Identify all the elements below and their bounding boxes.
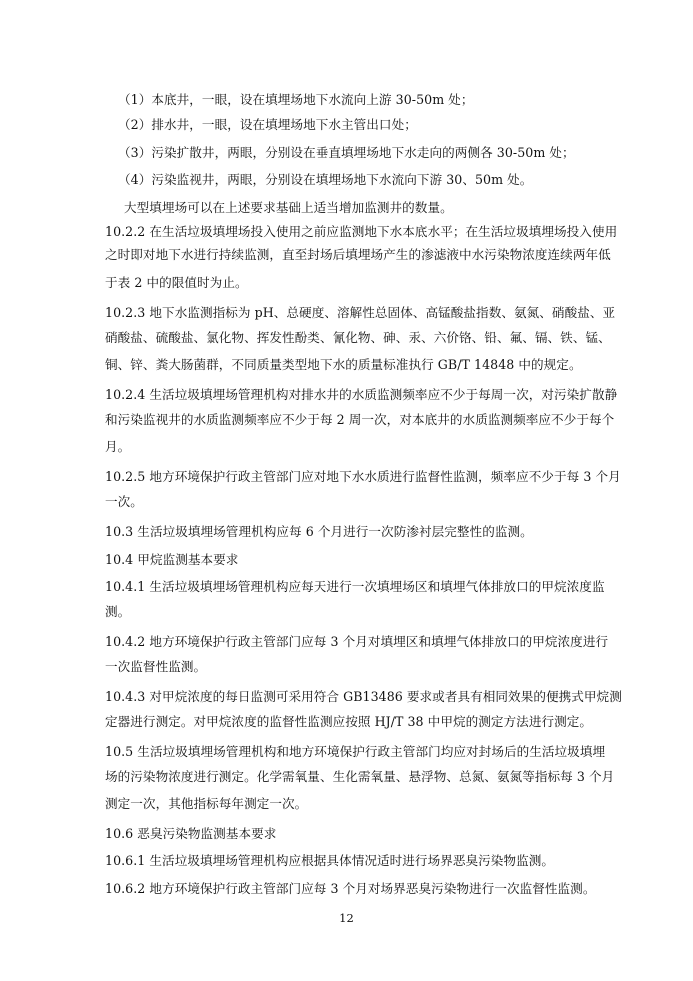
clause-10-4-3-line-1: 10.4.3 对甲烷浓度的每日监测可采用符合 GB13486 要求或者具有相同效果的便携式甲烷测: [105, 689, 622, 704]
clause-10-6-1: 10.6.1 生活垃圾填埋场管理机构应根据具体情况适时进行场界恶臭污染物监测。: [105, 853, 555, 868]
clause-10-2-2-line-3: 于表 2 中的限值时为止。: [105, 275, 248, 290]
clause-10-4-2-line-1: 10.4.2 地方环境保护行政主管部门应每 3 个月对填埋区和填埋气体排放口的甲烷浓度进行: [105, 634, 609, 649]
item-4: （4）污染监视井，两眼，分别设在填埋场地下水流向下游 30、50m 处。: [118, 172, 533, 187]
clause-10-2-2-line-2: 之时即对地下水进行持续监测，直至封场后填埋场产生的渗滤液中水污染物浓度连续两年低: [105, 247, 611, 262]
heading-10-4: 10.4 甲烷监测基本要求: [105, 552, 239, 567]
paragraph-large-landfill: 大型填埋场可以在上述要求基础上适当增加监测井的数量。: [124, 200, 453, 215]
clause-10-2-4-line-3: 月。: [105, 439, 131, 454]
item-2: （2）排水井，一眼，设在填埋场地下水主管出口处；: [118, 117, 417, 132]
clause-10-2-3-line-2: 硝酸盐、硫酸盐、氯化物、挥发性酚类、氰化物、砷、汞、六价铬、铅、氟、镉、铁、锰、: [105, 330, 611, 345]
clause-10-2-4-line-2: 和污染监视井的水质监测频率应不少于每 2 周一次，对本底井的水质监测频率应不少于每个: [105, 412, 615, 427]
clause-10-3: 10.3 生活垃圾填埋场管理机构应每 6 个月进行一次防渗衬层完整性的监测。: [105, 524, 533, 539]
clause-10-2-5-line-2: 一次。: [105, 494, 143, 509]
clause-10-2-5-line-1: 10.2.5 地方环境保护行政主管部门应对地下水水质进行监督性监测，频率应不少于每 3 个月: [105, 469, 621, 484]
clause-10-4-2-line-2: 一次监督性监测。: [105, 659, 207, 674]
clause-10-4-1-line-1: 10.4.1 生活垃圾填埋场管理机构应每天进行一次填埋场区和填埋气体排放口的甲烷浓度监: [105, 579, 605, 594]
item-1: （1）本底井，一眼，设在填埋场地下水流向上游 30-50m 处；: [118, 92, 474, 107]
page-number: 12: [339, 911, 354, 925]
clause-10-4-1-line-2: 测。: [105, 604, 131, 619]
item-3: （3）污染扩散井，两眼，分别设在垂直填埋场地下水走向的两侧各 30-50m 处；: [118, 145, 575, 160]
clause-10-4-3-line-2: 定器进行测定。对甲烷浓度的监督性监测应按照 HJ/T 38 中甲烷的测定方法进行测定。: [105, 714, 593, 729]
heading-10-6: 10.6 恶臭污染物监测基本要求: [105, 826, 277, 841]
clause-10-5-line-1: 10.5 生活垃圾填埋场管理机构和地方环境保护行政主管部门均应对封场后的生活垃圾填埋: [105, 744, 606, 759]
clause-10-2-2-line-1: 10.2.2 在生活垃圾填埋场投入使用之前应监测地下水本底水平；在生活垃圾填埋场投入使用: [105, 224, 618, 239]
clause-10-2-4-line-1: 10.2.4 生活垃圾填埋场管理机构对排水井的水质监测频率应不少于每周一次，对污染扩散静: [105, 387, 618, 402]
clause-10-5-line-3: 测定一次，其他指标每年测定一次。: [105, 796, 308, 811]
clause-10-6-2: 10.6.2 地方环境保护行政主管部门应每 3 个月对场界恶臭污染物进行一次监督性监测。: [105, 881, 596, 896]
clause-10-2-3-line-1: 10.2.3 地下水监测指标为 pH、总硬度、溶解性总固体、高锰酸盐指数、氨氮、硝酸盐、亚: [105, 305, 616, 320]
clause-10-2-3-line-3: 铜、锌、粪大肠菌群，不同质量类型地下水的质量标准执行 GB/T 14848 中的规定。: [105, 357, 582, 372]
clause-10-5-line-2: 场的污染物浓度进行测定。化学需氧量、生化需氧量、悬浮物、总氮、氨氮等指标每 3 个月: [105, 769, 615, 784]
